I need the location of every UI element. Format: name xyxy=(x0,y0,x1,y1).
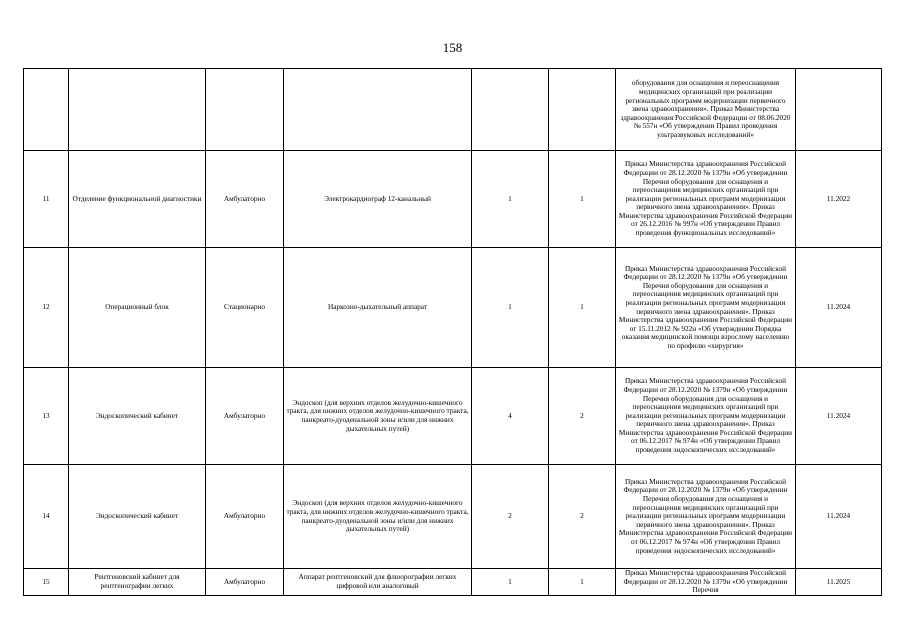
care-mode-cell: Амбулаторно xyxy=(206,368,284,465)
quantity-required-cell xyxy=(472,69,549,151)
row-number: 11 xyxy=(24,151,69,248)
department-cell: Операционный блок xyxy=(69,248,206,368)
equipment-cell xyxy=(284,69,472,151)
equipment-cell: Аппарат рентгеновский для флюорографии легких цифровой или аналоговый xyxy=(284,569,472,596)
department-cell: Отделение функциональной диагностики xyxy=(69,151,206,248)
care-mode-cell xyxy=(206,69,284,151)
regulation-cell: Приказ Министерства здравоохранения Российской Федерации от 28.12.2020 № 1379н «Об утверждении Перечня оборудования для оснащения и переоснащения медицинских организаций при реализации региональных программ модернизации первичного звена здравоохранения». Приказ Министерства здравоохранения Российской Федерации от 26.12.2016 № 997н «Об утверждении Правил проведения функциональных исследований» xyxy=(616,151,796,248)
row-number: 15 xyxy=(24,569,69,596)
department-cell: Эндоскопический кабинет xyxy=(69,368,206,465)
row-number: 13 xyxy=(24,368,69,465)
deadline-cell xyxy=(796,69,882,151)
quantity-existing-cell: 1 xyxy=(549,248,616,368)
equipment-cell: Эндоскоп (для верхних отделов желудочно-кишечного тракта, для нижних отделов желудочно-кишечного тракта, панкреато-дуоденальной зоны и/или для нижних дыхательных путей) xyxy=(284,368,472,465)
quantity-existing-cell: 1 xyxy=(549,151,616,248)
care-mode-cell: Амбулаторно xyxy=(206,569,284,596)
row-number: 12 xyxy=(24,248,69,368)
regulation-cell: Приказ Министерства здравоохранения Российской Федерации от 28.12.2020 № 1379н «Об утверждении Перечня оборудования для оснащения и переоснащения медицинских организаций при реализации региональных программ модернизации первичного звена здравоохранения». Приказ Министерства здравоохранения Российской Федерации от 15.11.2012 № 922н «Об утверждении Порядка оказания медицинской помощи взрослому населению по профилю «хирургия» xyxy=(616,248,796,368)
quantity-existing-cell: 2 xyxy=(549,465,616,569)
deadline-cell: 11.2025 xyxy=(796,569,882,596)
quantity-required-cell: 4 xyxy=(472,368,549,465)
quantity-required-cell: 1 xyxy=(472,151,549,248)
quantity-required-cell: 1 xyxy=(472,569,549,596)
quantity-required-cell: 1 xyxy=(472,248,549,368)
equipment-table xyxy=(23,68,882,596)
quantity-existing-cell: 2 xyxy=(549,368,616,465)
quantity-required-cell: 2 xyxy=(472,465,549,569)
table-row xyxy=(24,69,882,151)
deadline-cell: 11.2024 xyxy=(796,368,882,465)
table-row xyxy=(24,151,882,248)
care-mode-cell: Стационарно xyxy=(206,248,284,368)
row-number: 14 xyxy=(24,465,69,569)
quantity-existing-cell xyxy=(549,69,616,151)
care-mode-cell: Амбулаторно xyxy=(206,465,284,569)
regulation-cell: Приказ Министерства здравоохранения Российской Федерации от 28.12.2020 № 1379н «Об утверждении Перечня оборудования для оснащения и переоснащения медицинских организаций при реализации региональных программ модернизации первичного звена здравоохранения». Приказ Министерства здравоохранения Российской Федерации от 06.12.2017 № 974н «Об утверждении Правил проведения эндоскопических исследований» xyxy=(616,368,796,465)
regulation-cell: Приказ Министерства здравоохранения Российской Федерации от 28.12.2020 № 1379н «Об утверждении Перечня xyxy=(616,569,796,596)
deadline-cell: 11.2022 xyxy=(796,151,882,248)
department-cell: Эндоскопический кабинет xyxy=(69,465,206,569)
equipment-cell: Наркозно-дыхательный аппарат xyxy=(284,248,472,368)
row-number xyxy=(24,69,69,151)
quantity-existing-cell: 1 xyxy=(549,569,616,596)
department-cell xyxy=(69,69,206,151)
table-row xyxy=(24,465,882,569)
regulation-cell: Приказ Министерства здравоохранения Российской Федерации от 28.12.2020 № 1379н «Об утверждении Перечня оборудования для оснащения и переоснащения медицинских организаций при реализации региональных программ модернизации первичного звена здравоохранения». Приказ Министерства здравоохранения Российской Федерации от 06.12.2017 № 974н «Об утверждении Правил проведения эндоскопических исследований» xyxy=(616,465,796,569)
table-row xyxy=(24,569,882,596)
care-mode-cell: Амбулаторно xyxy=(206,151,284,248)
deadline-cell: 11.2024 xyxy=(796,465,882,569)
equipment-cell: Электрокардиограф 12-канальный xyxy=(284,151,472,248)
regulation-cell: оборудования для оснащения и переоснащения медицинских организаций при реализации региональных программ модернизации первичного звена здравоохранения». Приказ Министерства здравоохранения Российской Федерации от 08.06.2020 № 557н «Об утверждении Правил проведения ультразвуковых исследований» xyxy=(616,69,796,151)
equipment-cell: Эндоскоп (для верхних отделов желудочно-кишечного тракта, для нижних отделов желудочно-кишечного тракта, панкреато-дуоденальной зоны и/или для нижних дыхательных путей) xyxy=(284,465,472,569)
table-row xyxy=(24,368,882,465)
deadline-cell: 11.2024 xyxy=(796,248,882,368)
page-number: 158 xyxy=(442,40,463,55)
table-row xyxy=(24,248,882,368)
department-cell: Рентгеновский кабинет для рентгенографии легких xyxy=(69,569,206,596)
